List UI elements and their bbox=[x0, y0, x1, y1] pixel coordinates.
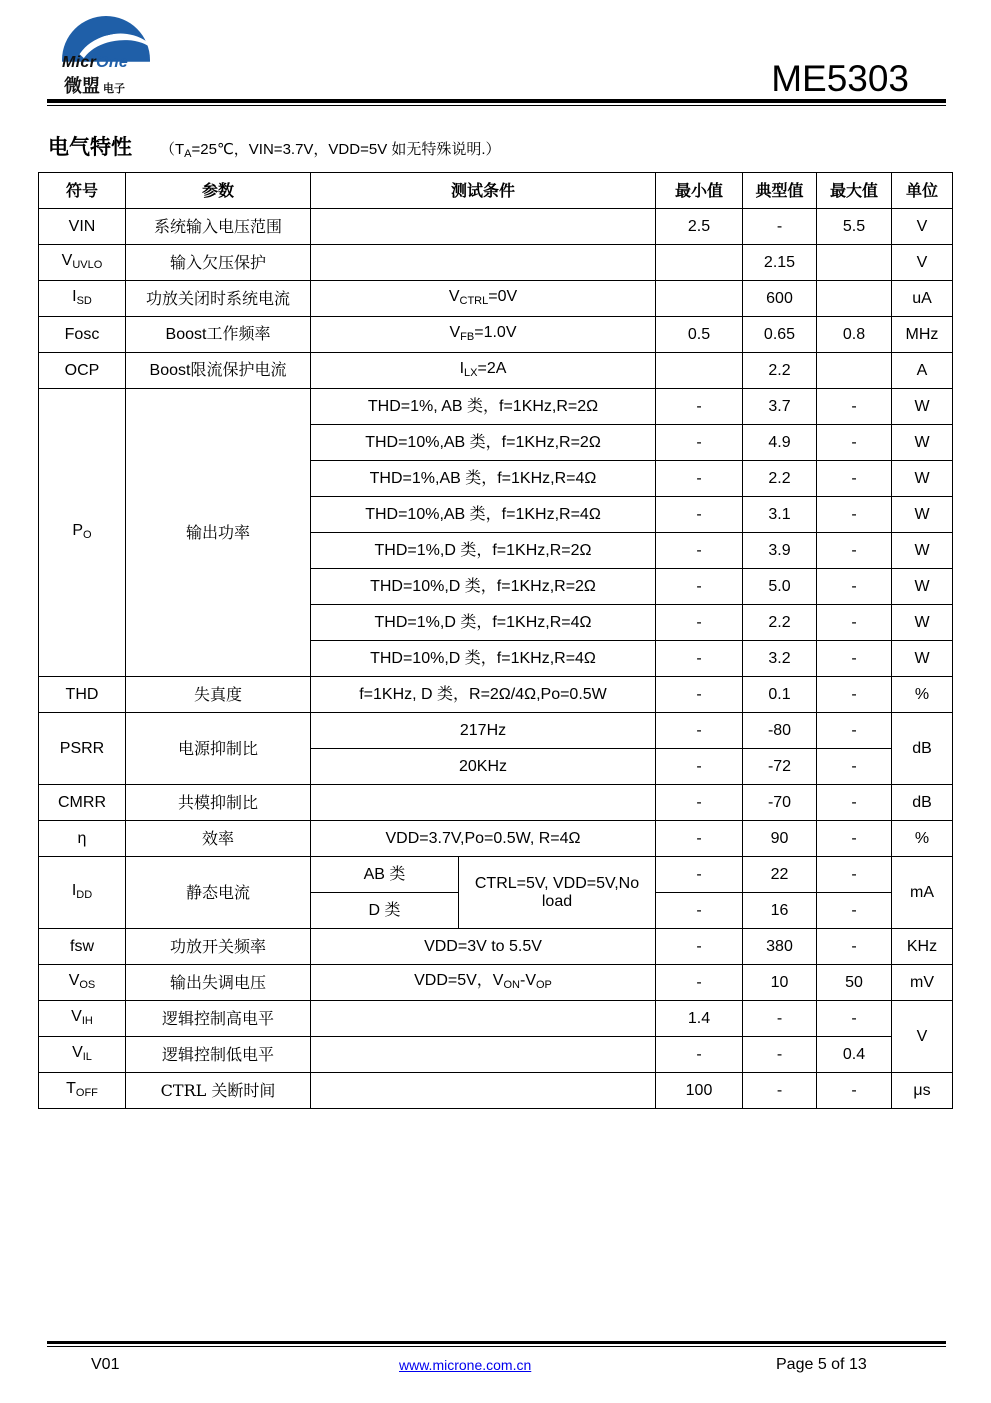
cell-condition bbox=[311, 1037, 656, 1073]
cell-unit: dB bbox=[892, 785, 953, 821]
table-row-po-1 bbox=[39, 389, 953, 425]
cell-min bbox=[656, 245, 743, 281]
cell-min: - bbox=[656, 677, 743, 713]
cell-min bbox=[656, 281, 743, 317]
cell-condition bbox=[311, 1001, 656, 1037]
cell-condition: THD=10%,AB 类，f=1KHz,R=2Ω bbox=[311, 425, 656, 461]
cell-parameter: Boost限流保护电流 bbox=[126, 353, 311, 389]
cell-typ: -72 bbox=[743, 749, 817, 785]
cell-min: - bbox=[656, 461, 743, 497]
cell-unit: W bbox=[892, 605, 953, 641]
logo-cn-main: 微盟 bbox=[64, 76, 100, 96]
cell-symbol: $V_{OS}$ bbox=[39, 965, 126, 1001]
header-condition: 测试条件 bbox=[311, 173, 656, 209]
cell-symbol: PSRR bbox=[39, 713, 126, 785]
cell-unit: W bbox=[892, 389, 953, 425]
cell-min: - bbox=[656, 533, 743, 569]
cell-max: 50 bbox=[817, 965, 892, 1001]
cell-typ: 0.1 bbox=[743, 677, 817, 713]
cell-parameter: 输出功率 bbox=[126, 389, 311, 677]
logo-cn-name bbox=[64, 72, 125, 98]
table-row-thd bbox=[39, 677, 953, 713]
cell-min: 0.5 bbox=[656, 317, 743, 353]
cell-unit: W bbox=[892, 497, 953, 533]
cell-typ: -80 bbox=[743, 713, 817, 749]
cell-typ: 16 bbox=[743, 893, 817, 929]
cell-unit: % bbox=[892, 677, 953, 713]
cell-symbol: $V_{IL}$ bbox=[39, 1037, 126, 1073]
cell-parameter: 逻辑控制高电平 bbox=[126, 1001, 311, 1037]
cell-min: - bbox=[656, 785, 743, 821]
cell-condition: CTRL=5V, VDD=5V,No load bbox=[459, 857, 656, 929]
cell-typ: 2.2 bbox=[743, 353, 817, 389]
cell-max bbox=[817, 245, 892, 281]
cell-unit: mV bbox=[892, 965, 953, 1001]
cell-min: - bbox=[656, 389, 743, 425]
cell-parameter: 逻辑控制低电平 bbox=[126, 1037, 311, 1073]
cell-typ: - bbox=[743, 1073, 817, 1109]
company-logo bbox=[60, 16, 160, 100]
cell-symbol: THD bbox=[39, 677, 126, 713]
cell-symbol: OCP bbox=[39, 353, 126, 389]
cell-typ: 380 bbox=[743, 929, 817, 965]
cell-min: - bbox=[656, 497, 743, 533]
cell-symbol: CMRR bbox=[39, 785, 126, 821]
cell-typ: 22 bbox=[743, 857, 817, 893]
table-row-vil bbox=[39, 1037, 953, 1073]
cell-condition: 20KHz bbox=[311, 749, 656, 785]
table-row-ocp bbox=[39, 353, 953, 389]
table-row-vos bbox=[39, 965, 953, 1001]
table-row-fosc bbox=[39, 317, 953, 353]
cell-max: - bbox=[817, 389, 892, 425]
cell-min: - bbox=[656, 425, 743, 461]
cell-min: - bbox=[656, 713, 743, 749]
section-title: 电气特性 bbox=[48, 135, 132, 159]
cell-parameter: 效率 bbox=[126, 821, 311, 857]
cell-mode: AB 类 bbox=[311, 857, 459, 893]
cell-condition: THD=1%,D 类，f=1KHz,R=2Ω bbox=[311, 533, 656, 569]
cell-min: 2.5 bbox=[656, 209, 743, 245]
cell-condition: $V_{CTRL}=0V$ bbox=[311, 281, 656, 317]
cell-unit: W bbox=[892, 533, 953, 569]
cell-unit: mA bbox=[892, 857, 953, 929]
cell-min: - bbox=[656, 893, 743, 929]
cell-typ: 3.2 bbox=[743, 641, 817, 677]
cell-typ: - bbox=[743, 209, 817, 245]
cell-typ: - bbox=[743, 1001, 817, 1037]
cell-mode: D 类 bbox=[311, 893, 459, 929]
cell-typ: 90 bbox=[743, 821, 817, 857]
cell-max: - bbox=[817, 1073, 892, 1109]
cell-unit: A bbox=[892, 353, 953, 389]
cell-max: - bbox=[817, 461, 892, 497]
table-row-isd bbox=[39, 281, 953, 317]
cell-typ: 4.9 bbox=[743, 425, 817, 461]
cell-condition: $I_{LX}=2A$ bbox=[311, 353, 656, 389]
cell-condition: THD=10%,D 类，f=1KHz,R=4Ω bbox=[311, 641, 656, 677]
cell-condition: f=1KHz, D 类，R=2Ω/4Ω,Po=0.5W bbox=[311, 677, 656, 713]
table-row-vin bbox=[39, 209, 953, 245]
cell-max: - bbox=[817, 425, 892, 461]
cell-parameter: 输入欠压保护 bbox=[126, 245, 311, 281]
cell-condition: VDD=3.7V,Po=0.5W, R=4Ω bbox=[311, 821, 656, 857]
cell-max bbox=[817, 353, 892, 389]
cell-typ: 2.2 bbox=[743, 461, 817, 497]
cell-condition bbox=[311, 209, 656, 245]
cell-min: - bbox=[656, 965, 743, 1001]
cell-unit: dB bbox=[892, 713, 953, 785]
cell-parameter: CTRL 关断时间 bbox=[126, 1073, 311, 1109]
cell-parameter: 共模抑制比 bbox=[126, 785, 311, 821]
cell-condition bbox=[311, 785, 656, 821]
cell-max: - bbox=[817, 821, 892, 857]
cell-parameter: 系统输入电压范围 bbox=[126, 209, 311, 245]
cell-max: - bbox=[817, 569, 892, 605]
cell-max: - bbox=[817, 677, 892, 713]
cell-typ: 10 bbox=[743, 965, 817, 1001]
cell-condition: THD=1%,AB 类，f=1KHz,R=4Ω bbox=[311, 461, 656, 497]
cell-max: 0.4 bbox=[817, 1037, 892, 1073]
cell-max: - bbox=[817, 605, 892, 641]
cell-symbol: $I_{DD}$ bbox=[39, 857, 126, 929]
header-symbol: 符号 bbox=[39, 173, 126, 209]
logo-wordmark: MicrOne bbox=[62, 54, 129, 71]
cell-condition bbox=[311, 1073, 656, 1109]
cell-unit: μs bbox=[892, 1073, 953, 1109]
cell-parameter: 电源抑制比 bbox=[126, 713, 311, 785]
header-unit: 单位 bbox=[892, 173, 953, 209]
cell-typ: - bbox=[743, 1037, 817, 1073]
cell-condition bbox=[311, 245, 656, 281]
cell-min: 1.4 bbox=[656, 1001, 743, 1037]
cell-symbol: $I_{SD}$ bbox=[39, 281, 126, 317]
cell-typ: -70 bbox=[743, 785, 817, 821]
table-header-row bbox=[39, 173, 953, 209]
cell-symbol: η bbox=[39, 821, 126, 857]
electrical-characteristics-table bbox=[38, 172, 953, 1109]
cell-symbol: Fosc bbox=[39, 317, 126, 353]
cell-unit: uA bbox=[892, 281, 953, 317]
cell-min: - bbox=[656, 749, 743, 785]
cell-typ: 5.0 bbox=[743, 569, 817, 605]
cell-max: - bbox=[817, 1001, 892, 1037]
cell-parameter: 静态电流 bbox=[126, 857, 311, 929]
cell-min: - bbox=[656, 605, 743, 641]
cell-unit: KHz bbox=[892, 929, 953, 965]
footer-version: V01 bbox=[91, 1356, 120, 1373]
table-row-toff bbox=[39, 1073, 953, 1109]
cell-condition: THD=1%, AB 类，f=1KHz,R=2Ω bbox=[311, 389, 656, 425]
cell-min: - bbox=[656, 1037, 743, 1073]
footer-rule-thick bbox=[47, 1341, 946, 1344]
cell-max: - bbox=[817, 497, 892, 533]
table-row-idd-1 bbox=[39, 857, 953, 893]
cell-symbol: $V_{UVLO}$ bbox=[39, 245, 126, 281]
cell-min bbox=[656, 353, 743, 389]
table-row-efficiency bbox=[39, 821, 953, 857]
cell-typ: 2.15 bbox=[743, 245, 817, 281]
cell-typ: 0.65 bbox=[743, 317, 817, 353]
section-conditions-note: （$T_A=25℃$，VIN=3.7V，VDD=5V 如无特殊说明.） bbox=[160, 141, 501, 160]
cell-symbol: VIN bbox=[39, 209, 126, 245]
table-row-vih bbox=[39, 1001, 953, 1037]
cell-condition: THD=10%,D 类，f=1KHz,R=2Ω bbox=[311, 569, 656, 605]
cell-typ: 600 bbox=[743, 281, 817, 317]
cell-parameter: 功放关闭时系统电流 bbox=[126, 281, 311, 317]
cell-symbol: $P_O$ bbox=[39, 389, 126, 677]
cell-parameter: 失真度 bbox=[126, 677, 311, 713]
model-number: ME5303 bbox=[771, 58, 909, 99]
cell-max: - bbox=[817, 785, 892, 821]
header-parameter: 参数 bbox=[126, 173, 311, 209]
cell-max: - bbox=[817, 893, 892, 929]
cell-parameter: Boost工作频率 bbox=[126, 317, 311, 353]
cell-unit: W bbox=[892, 641, 953, 677]
cell-symbol: $T_{OFF}$ bbox=[39, 1073, 126, 1109]
cell-unit: W bbox=[892, 461, 953, 497]
table-row-vuvlo bbox=[39, 245, 953, 281]
cell-max bbox=[817, 281, 892, 317]
cell-symbol: fsw bbox=[39, 929, 126, 965]
cell-condition: VDD=3V to 5.5V bbox=[311, 929, 656, 965]
cell-condition: $V_{FB}=1.0V$ bbox=[311, 317, 656, 353]
cell-unit: V bbox=[892, 1001, 953, 1073]
footer-website-link[interactable]: www.microne.com.cn bbox=[399, 1357, 532, 1373]
cell-typ: 3.9 bbox=[743, 533, 817, 569]
cell-typ: 2.2 bbox=[743, 605, 817, 641]
cell-min: - bbox=[656, 929, 743, 965]
table-row-cmrr bbox=[39, 785, 953, 821]
logo-cn-small: 电子 bbox=[103, 83, 125, 95]
cell-min: 100 bbox=[656, 1073, 743, 1109]
table-row-fsw bbox=[39, 929, 953, 965]
cell-parameter: 输出失调电压 bbox=[126, 965, 311, 1001]
cell-min: - bbox=[656, 857, 743, 893]
cell-condition: VDD=5V，$V_{ON}-V_{OP}$ bbox=[311, 965, 656, 1001]
header-typ: 典型值 bbox=[743, 173, 817, 209]
cell-max: 5.5 bbox=[817, 209, 892, 245]
cell-min: - bbox=[656, 569, 743, 605]
cell-typ: 3.1 bbox=[743, 497, 817, 533]
cell-unit: MHz bbox=[892, 317, 953, 353]
logo-wordmark-accent: One bbox=[96, 54, 129, 71]
cell-unit: W bbox=[892, 425, 953, 461]
cell-max: - bbox=[817, 857, 892, 893]
cell-max: - bbox=[817, 713, 892, 749]
header-rule-thin bbox=[47, 105, 946, 106]
cell-unit: V bbox=[892, 245, 953, 281]
cell-max: 0.8 bbox=[817, 317, 892, 353]
cell-max: - bbox=[817, 533, 892, 569]
cell-condition: THD=1%,D 类，f=1KHz,R=4Ω bbox=[311, 605, 656, 641]
cell-condition: THD=10%,AB 类，f=1KHz,R=4Ω bbox=[311, 497, 656, 533]
header-rule-thick bbox=[47, 99, 946, 103]
cell-typ: 3.7 bbox=[743, 389, 817, 425]
cell-max: - bbox=[817, 641, 892, 677]
table-row-psrr-1 bbox=[39, 713, 953, 749]
cell-max: - bbox=[817, 929, 892, 965]
cell-unit: W bbox=[892, 569, 953, 605]
header-min: 最小值 bbox=[656, 173, 743, 209]
cell-parameter: 功放开关频率 bbox=[126, 929, 311, 965]
cell-symbol: $V_{IH}$ bbox=[39, 1001, 126, 1037]
cell-unit: % bbox=[892, 821, 953, 857]
cell-min: - bbox=[656, 821, 743, 857]
cell-max: - bbox=[817, 749, 892, 785]
cell-condition: 217Hz bbox=[311, 713, 656, 749]
footer-page-number: Page 5 of 13 bbox=[776, 1356, 867, 1373]
cell-unit: V bbox=[892, 209, 953, 245]
header-max: 最大值 bbox=[817, 173, 892, 209]
footer-rule-thin bbox=[47, 1346, 946, 1347]
cell-min: - bbox=[656, 641, 743, 677]
